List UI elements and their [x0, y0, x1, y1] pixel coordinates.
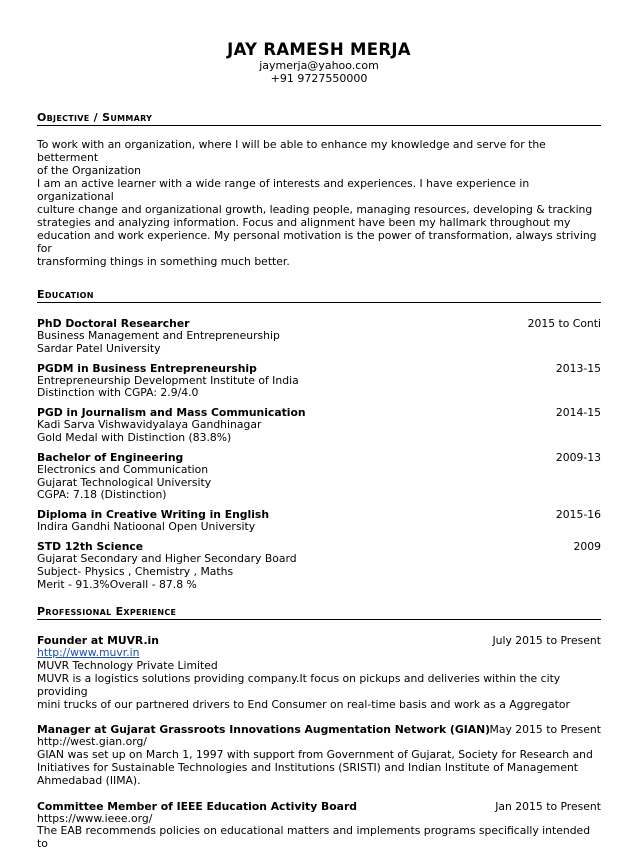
experience-url: https://www.ieee.org/ [37, 811, 153, 825]
education-detail: Distinction with CGPA: 2.9/4.0 [37, 386, 199, 400]
education-date: 2009 [573, 539, 601, 553]
experience-detail: Ahmedabad (IIMA). [37, 773, 141, 787]
experience-title: Founder at MUVR.in [37, 634, 159, 648]
education-detail: Business Management and Entrepreneurship [37, 329, 280, 342]
objective-line: To work with an organization, where I will be able to enhance my knowledge and serve for the betterment [37, 138, 546, 164]
resume-page [37, 0, 601, 851]
experience-entry [37, 800, 601, 851]
objective-line: education and work experience. My personal motivation is the power of transformation, always striving for [37, 229, 597, 255]
objective-line: I am an active learner with a wide range of interests and experiences. I have experience in organizational [37, 177, 530, 203]
education-detail: Electronics and Communication [37, 462, 209, 476]
experience-detail: Initiatives for Sustainable Technologies and Institutions (SRISTI) and Indian Institute of Management [37, 760, 579, 774]
education-title: PGD in Journalism and Mass Communication [37, 406, 306, 420]
objective-heading: Objective / Summary [37, 111, 601, 126]
experience-heading: Professional Experience [37, 605, 601, 620]
experience-date: Jan 2015 to Present [495, 799, 601, 813]
experience-section [37, 605, 601, 851]
education-detail: Gujarat Technological University [37, 475, 212, 489]
resume-header [37, 0, 601, 85]
education-title: PhD Doctoral Researcher [37, 317, 190, 330]
education-detail: Kadi Sarva Vishwavidyalaya Gandhinagar [37, 418, 262, 432]
education-detail: Gold Medal with Distinction (83.8%) [37, 430, 232, 444]
education-detail: Indira Gandhi Natioonal Open University [37, 520, 256, 534]
candidate-name: JAY RAMESH MERJA [227, 40, 411, 59]
experience-url: http://west.gian.org/ [37, 735, 147, 749]
experience-entry [37, 723, 601, 787]
education-entry [37, 540, 601, 591]
education-date: 2015-16 [555, 508, 601, 522]
education-title: STD 12th Science [37, 539, 144, 553]
education-date: 2014-15 [555, 406, 601, 420]
education-date: 2015 to Conti [527, 317, 601, 330]
education-detail: Entrepreneurship Development Institute of India [37, 373, 299, 387]
education-title: Bachelor of Engineering [37, 450, 184, 464]
experience-url-link[interactable]: http://www.muvr.in [37, 646, 140, 660]
education-entry [37, 362, 601, 401]
education-date: 2013-15 [555, 361, 601, 375]
education-detail: Subject- Physics , Chemistry , Maths [37, 564, 234, 578]
education-entry [37, 451, 601, 502]
objective-text [37, 138, 601, 268]
education-detail: Merit - 91.3%Overall - 87.8 % [37, 577, 197, 591]
education-title: Diploma in Creative Writing in English [37, 508, 270, 522]
education-title: PGDM in Business Entrepreneurship [37, 361, 257, 375]
email-address: jaymerja@yahoo.com [259, 59, 379, 72]
experience-title: Committee Member of IEEE Education Activity Board [37, 799, 357, 813]
experience-detail: MUVR Technology Private Limited [37, 659, 218, 673]
experience-detail: GIAN was set up on March 1, 1997 with support from Government of Gujarat, Society for Research and [37, 748, 593, 762]
experience-entry [37, 634, 601, 711]
experience-date: May 2015 to Present [489, 723, 601, 737]
education-detail: Sardar Patel University [37, 341, 161, 355]
phone-number: +91 9727550000 [270, 72, 368, 85]
education-detail: CGPA: 7.18 (Distinction) [37, 488, 167, 502]
experience-title: Manager at Gujarat Grassroots Innovations Augmentation Network (GIAN) [37, 723, 491, 737]
education-detail: Gujarat Secondary and Higher Secondary Board [37, 551, 297, 565]
experience-date: July 2015 to Present [492, 634, 601, 648]
objective-section [37, 111, 601, 268]
experience-detail: The EAB recommends policies on educational matters and implements programs specifically intended to [37, 824, 591, 851]
objective-line: strategies and analyzing information. Focus and alignment have been my hallmark throughout my [37, 216, 571, 229]
education-heading: Education [37, 288, 601, 303]
experience-detail: mini trucks of our partnered drivers to End Consumer on real-time basis and work as a Aggregator [37, 697, 570, 711]
education-entry [37, 317, 601, 356]
education-entry [37, 508, 601, 534]
objective-line: culture change and organizational growth, leading people, managing resources, developing & tracking [37, 203, 593, 216]
education-date: 2009-13 [555, 450, 601, 464]
education-section [37, 288, 601, 591]
experience-detail: MUVR is a logistics solutions providing company.It focus on pickups and deliveries within the city providing [37, 671, 561, 698]
education-entry [37, 406, 601, 445]
objective-line: transforming things in something much better. [37, 255, 290, 268]
objective-line: of the Organization [37, 164, 142, 177]
